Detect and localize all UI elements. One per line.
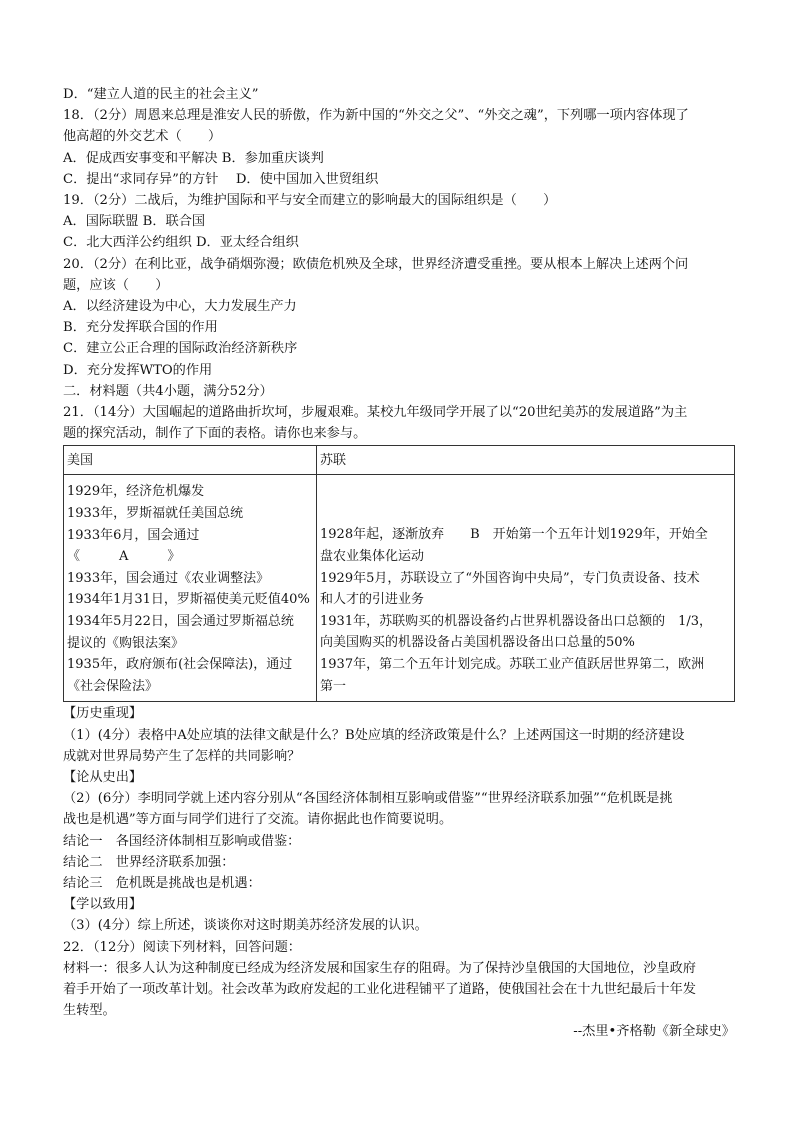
conclusion-1: 结论一 各国经济体制相互影响或借鉴： (63, 833, 301, 849)
exam-page (63, 84, 735, 1043)
q18-stem-line2: 他高超的外交艺术（ ） (63, 129, 222, 145)
q19-stem: 19．（2分）二战后，为维护国际和平与安全而建立的影响最大的国际组织是（ ） (63, 193, 557, 209)
ussr-cell (317, 475, 735, 702)
usa-line: 1929年，经济危机爆发 (67, 484, 205, 500)
question-22 (63, 937, 735, 1043)
q21-sub1-line1: （1）(4分）表格中A处应填的法律文献是什么？B处应填的经济政策是什么？上述两国这一时期的经济建设 (63, 727, 685, 743)
usa-cell (64, 475, 317, 702)
table-header-row (64, 446, 735, 475)
question-18 (63, 105, 735, 190)
header-ussr: 苏联 (317, 446, 735, 475)
q22-stem: 22．（12分）阅读下列材料，回答问题： (63, 939, 301, 955)
q18-options-ab: A．促成西安事变和平解决 B．参加重庆谈判 (63, 150, 324, 166)
q21-sub3: （3）(4分）综上所述，谈谈你对这时期美苏经济发展的认识。 (63, 918, 428, 934)
ussr-line: 和人才的引进业务 (320, 592, 425, 608)
question-19 (63, 190, 735, 254)
ussr-line: 第一 (320, 678, 347, 694)
q22-source-citation: --杰里•齐格勒《新全球史》 (573, 1024, 735, 1040)
question-20 (63, 254, 735, 381)
q18-options-cd: C．提出“求同存异”的方针 D．使中国加入世贸组织 (63, 171, 379, 187)
q20-option-a: A．以经济建设为中心，大力发展生产力 (63, 299, 297, 315)
q18-stem-line1: 18．（2分）周恩来总理是淮安人民的骄傲，作为新中国的“外交之父”、“外交之魂”，下列哪一项内容体现了 (63, 108, 689, 124)
usa-line: 1933年，罗斯福就任美国总统 (67, 506, 244, 522)
q20-option-d: D．充分发挥WTO的作用 (63, 362, 213, 378)
ussr-line: 向美国购买的机器设备占美国机器设备出口总量的50% (320, 635, 635, 651)
conclusion-3: 结论三 危机既是挑战也是机遇： (63, 876, 261, 892)
q20-option-b: B．充分发挥联合国的作用 (63, 320, 218, 336)
usa-line: 1933年，国会通过《农业调整法》 (67, 570, 270, 586)
section-2-heading: 二．材料题（共4小题，满分52分） (63, 383, 273, 399)
ussr-line: 盘农业集体化运动 (320, 549, 425, 565)
table-body-row (64, 475, 735, 702)
usa-line: 提议的《购银法案》 (67, 635, 185, 651)
q21-intro-line1: 21．（14分）大国崛起的道路曲折坎坷，步履艰难。某校九年级同学开展了以“20世纪美苏的发展道路”为主 (63, 405, 688, 421)
usa-line: 1935年，政府颁布(社会保障法)，通过 (67, 657, 293, 673)
question-21 (63, 402, 735, 937)
usa-line: 1933年6月，国会通过 (67, 527, 200, 543)
q17-option-d: D．“建立人道的民主的社会主义” (63, 87, 259, 102)
conclusion-2: 结论二 世界经济联系加强： (63, 854, 235, 870)
q22-material1-line2: 着手开始了一项改革计划。社会改革为政府发起的工业化进程铺平了道路，使俄国社会在十九世纪最后十年发 (63, 982, 696, 998)
heading-discussion: 【论从史出】 (63, 770, 143, 785)
q20-stem-line1: 20．（2分）在利比亚，战争硝烟弥漫；欧债危机殃及全球，世界经济遭受重挫。要从根本上解决上述两个问 (63, 256, 689, 272)
q21-sub1-line2: 成就对世界局势产生了怎样的共同影响？ (63, 748, 301, 764)
usa-line: 1934年1月31日，罗斯福使美元贬值40% (67, 592, 310, 608)
ussr-line: 1929年5月，苏联设立了“外国咨询中央局”，专门负责设备、技术 (320, 570, 700, 586)
header-usa: 美国 (64, 446, 317, 475)
q20-stem-line2: 题，应该（ ） (63, 277, 169, 293)
q22-material1-line1: 材料一：很多人认为这种制度已经成为经济发展和国家生存的阻碍。为了保持沙皇俄国的大国地位，沙皇政府 (63, 960, 696, 976)
q21-sub2-line2: 战也是机遇”等方面与同学们进行了交流。请你据此也作简要说明。 (63, 812, 453, 828)
q21-sub2-line1: （2）(6分）李明同学就上述内容分别从“各国经济体制相互影响或借鉴”“世界经济联系加强”“危机既是挑 (63, 791, 673, 807)
usa-ussr-comparison-table (63, 445, 735, 702)
heading-application: 【学以致用】 (63, 897, 143, 913)
usa-line: 1934年5月22日，国会通过罗斯福总统 (67, 614, 294, 630)
q22-material1-line3: 生转型。 (63, 1003, 116, 1019)
q21-intro-line2: 题的探究活动，制作了下面的表格。请你也来参与。 (63, 426, 367, 442)
ussr-line: 1937年，第二个五年计划完成。苏联工业产值跃居世界第二，欧洲 (320, 657, 705, 673)
ussr-line: 1931年，苏联购买的机器设备约占世界机器设备出口总额的 1/3， (320, 613, 713, 629)
q19-options-ab: A．国际联盟 B．联合国 (63, 214, 206, 230)
q20-option-c: C．建立公正合理的国际政治经济新秩序 (63, 341, 298, 357)
q19-options-cd: C．北大西洋公约组织 D．亚太经合组织 (63, 235, 299, 251)
ussr-line-blank-b: 1928年起，逐渐放弃 B 开始第一个五年计划1929年，开始全 (320, 527, 708, 543)
usa-line-blank-a: 《 A 》 (67, 549, 181, 565)
usa-line: 《社会保险法》 (67, 678, 159, 694)
heading-history-reproduction: 【历史重现】 (63, 706, 143, 722)
